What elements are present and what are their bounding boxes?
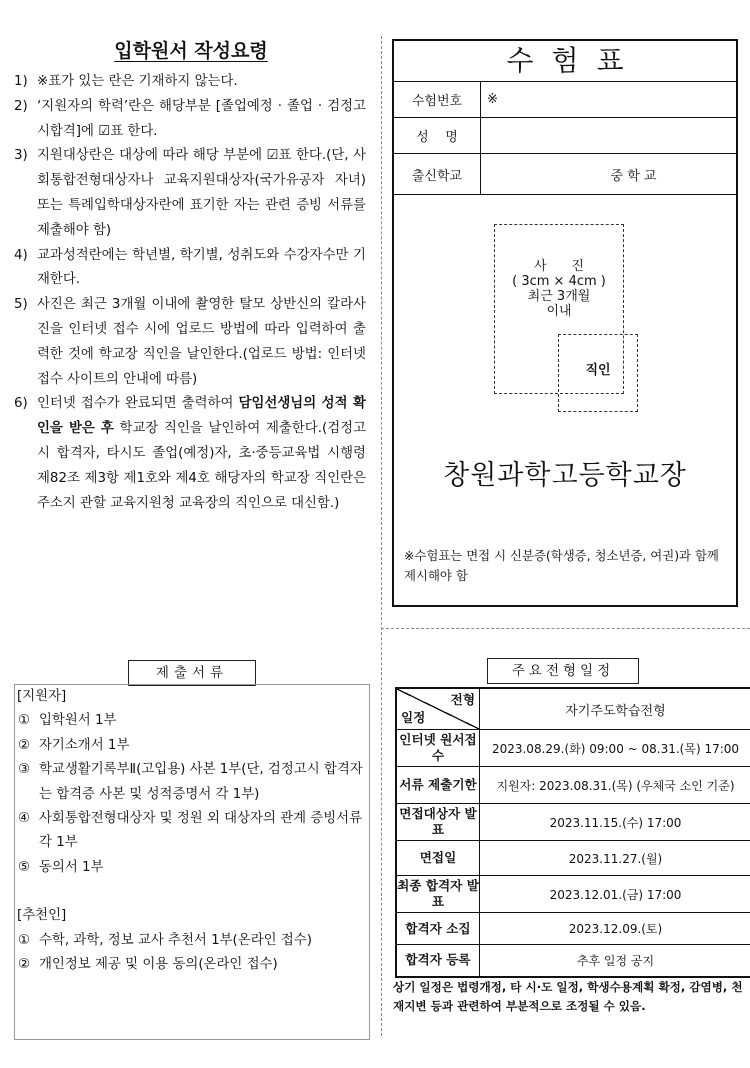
ticket-info-table (394, 82, 736, 195)
schedule-row-label: 서류 제출기한 (396, 767, 480, 804)
admission-ticket (392, 39, 738, 607)
name-label: 성 명 (394, 118, 481, 154)
photo-placeholder: 사 진 ( 3cm × 4cm ) 최근 3개월 이내 (494, 224, 624, 394)
guide-item: 2) ‘지원자의 학력’란은 해당부분 [졸업예정 · 졸업 · 검정고시합격]에 ☑표 한다. (14, 98, 366, 139)
exam-number-value: ※ (481, 82, 737, 118)
list-item: ① 수학, 과학, 정보 교사 추천서 1부(온라인 접수) (18, 932, 312, 948)
exam-number-label: 수험번호 (394, 82, 481, 118)
guide-title: 입학원서 작성요령 (114, 40, 268, 62)
vertical-cut-line (381, 36, 382, 1036)
schedule-note: 상기 일정은 법령개정, 타 시·도 일정, 학생수용계획 확정, 감염병, 천재지변 등과 관련하여 부분적으로 조정될 수 있음. (393, 980, 743, 1013)
schedule-row-label: 면접대상자 발표 (396, 804, 480, 841)
schedule-row-value: 2023.08.29.(화) 09:00 ~ 08.31.(목) 17:00 (480, 730, 750, 767)
schedule-row-label: 인터넷 원서접수 (396, 730, 480, 767)
guide-item: 1) ※표가 있는 란은 기재하지 않는다. (14, 74, 238, 89)
schedule-row-value: 2023.12.09.(토) (480, 913, 750, 945)
ticket-note: ※수험표는 면접 시 신분증(학생증, 청소년증, 여권)과 함께 제시해야 함 (404, 548, 719, 583)
school-label: 출신학교 (394, 154, 481, 195)
guide-item: 4) 교과성적란에는 학년별, 학기별, 성취도와 수강자수만 기재한다. (14, 247, 366, 288)
school-value: 중 학 교 (481, 154, 737, 195)
name-value (481, 118, 737, 154)
schedule-row-label: 최종 합격자 발표 (396, 876, 480, 913)
schedule-row-value: 추후 일정 공지 (480, 945, 750, 977)
schedule-row-value: 지원자: 2023.08.31.(목) (우체국 소인 기준) (480, 767, 750, 804)
schedule-column-header: 자기주도학습전형 (480, 688, 750, 730)
emphasis-text: 담임선생님의 성적 확인을 받은 후 (37, 396, 366, 437)
list-item: ① 입학원서 1부 (18, 713, 117, 729)
list-item: ③ 학교생활기록부Ⅱ(고입용) 사본 1부(단, 검정고시 합격자는 합격증 사본 및 성적증명서 각 1부) (18, 762, 363, 802)
horizontal-cut-line (381, 628, 750, 629)
schedule-row-value: 2023.12.01.(금) 17:00 (480, 876, 750, 913)
schedule-row-label: 합격자 소집 (396, 913, 480, 945)
list-item: ④ 사회통합전형대상자 및 정원 외 대상자의 관계 증빙서류 각 1부 (18, 811, 363, 851)
schedule-row-value: 2023.11.27.(월) (480, 841, 750, 876)
seal-placeholder (558, 334, 638, 412)
guide-item: 3) 지원대상란은 대상에 따라 해당 부분에 ☑표 한다.(단, 사회통합전형대상자나 교육지원대상자(국가유공자 자녀) 또는 특례입학대상자란에 표기한 자는 관련 증빙 서류를 제출해야 함) (14, 148, 366, 238)
guide-list (14, 70, 366, 516)
list-item: ⑤ 동의서 1부 (18, 859, 104, 875)
applicant-header: [지원자] (17, 689, 67, 704)
documents-box (14, 684, 370, 1040)
schedule-row-value: 2023.11.15.(수) 17:00 (480, 804, 750, 841)
recommender-header: [추천인] (17, 908, 67, 924)
schedule-row-label: 합격자 등록 (396, 945, 480, 977)
ticket-title: 수험표 (394, 41, 736, 82)
list-item: ② 개인정보 제공 및 이용 동의(온라인 접수) (18, 957, 278, 973)
guide-item: 5) 사진은 최근 3개월 이내에 촬영한 탈모 상반신의 칼라사진을 인터넷 접수 시에 업로드 방법에 따라 입력하여 출력한 것에 학교장 직인을 날인한다.(업로드 방법: 인터넷접수 사이트의 안내에 따름) (14, 297, 366, 387)
documents-title: 제출서류 (128, 660, 256, 686)
seal-label: 직인 (585, 363, 611, 378)
schedule-table (395, 687, 750, 978)
principal-title: 창원과학고등학교장 (443, 460, 687, 491)
schedule-row-label: 면접일 (396, 841, 480, 876)
guide-item: 6) 인터넷 접수가 완료되면 출력하여 담임선생님의 성적 확인을 받은 후 학교장 직인을 날인하여 제출한다.(검정고시 합격자, 타시도 졸업(예정)자, 초·중등교육법 시행령 제82조 제3항 제1호와 제4호 해당자의 학교장 직인란은 주소지 관할 교육지원청 교육장의 직인으로 대신함.) (14, 396, 366, 511)
list-item: ② 자기소개서 1부 (18, 737, 130, 753)
schedule-corner-header: 전형 일정 (396, 688, 480, 730)
schedule-title: 주요전형일정 (487, 658, 639, 684)
